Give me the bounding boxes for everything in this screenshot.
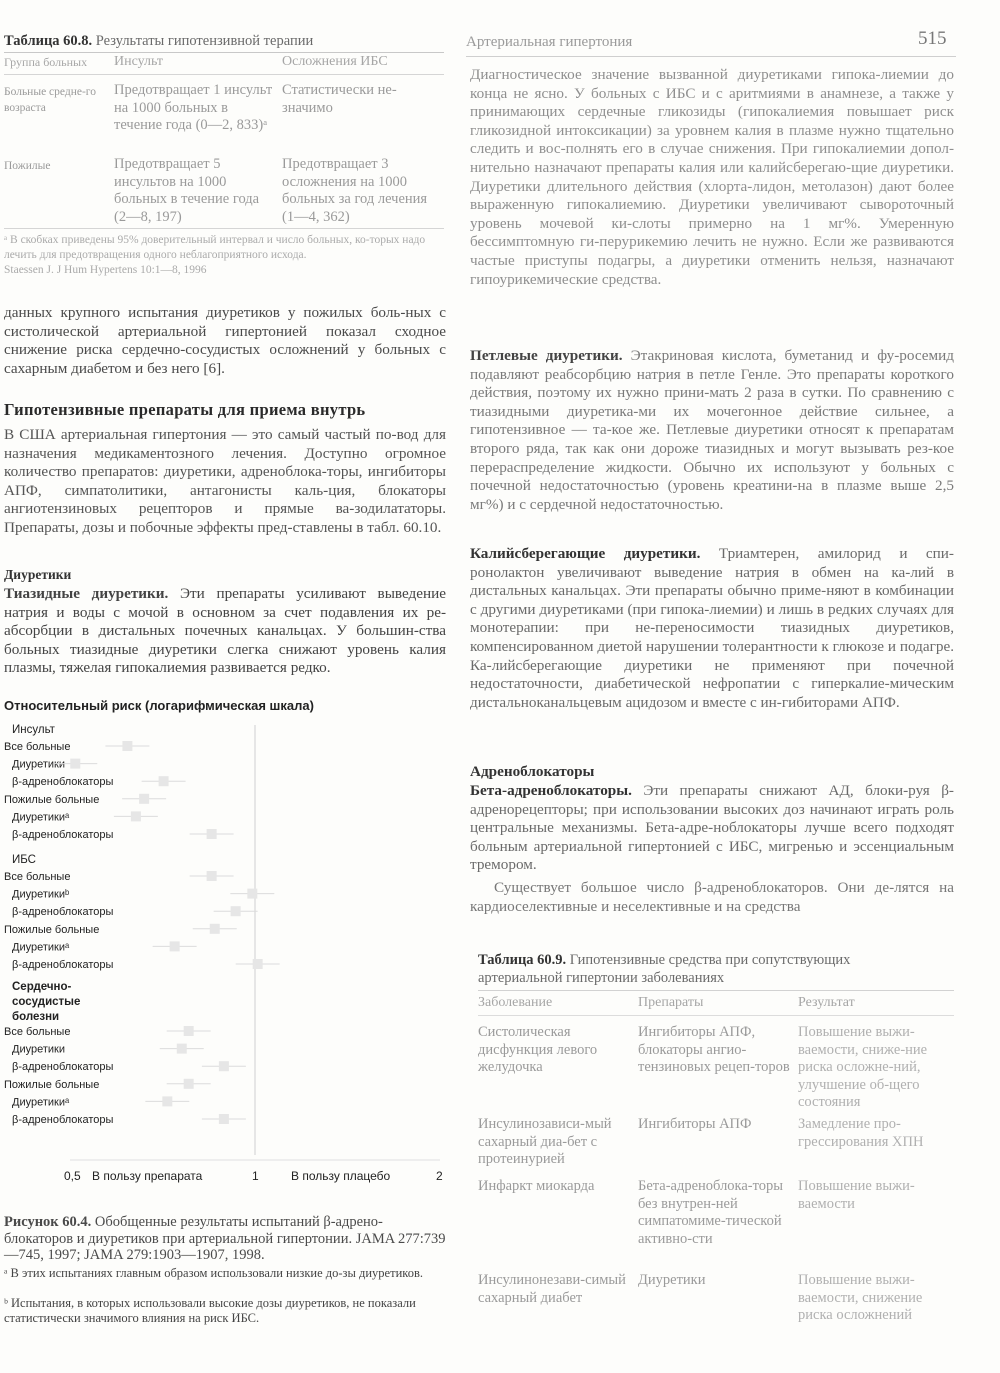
- chart-row-label: β-адреноблокаторы: [12, 1114, 114, 1126]
- table-rule: [478, 1015, 954, 1016]
- effect-point: [139, 794, 149, 804]
- table-60-9-row2-result: Замедление про-грессирования ХПН: [798, 1116, 924, 1150]
- effect-point: [184, 1026, 194, 1036]
- effect-point: [219, 1061, 229, 1071]
- chart-row-label: Диуретикиᵃ: [12, 811, 70, 824]
- table-60-8-footnote: ᵃ В скобках приведены 95% доверительный интервал и число больных, ко-торых надо лечить для предотвращения одного неблагоприятного исхода.: [4, 234, 426, 261]
- chart-row-label: Все больные: [4, 1026, 71, 1038]
- table-60-9-row3-drugs: Бета-адреноблока-торы без внутрен-ней симпатомиме-тической активно-сти: [638, 1178, 784, 1247]
- table-60-9-row4-result: Повышение выжи-ваемости, снижение риска осложнений: [798, 1272, 923, 1323]
- table-60-8-row1-group: Больные средне-го возраста: [4, 86, 96, 114]
- x-tick-label: 1: [252, 1169, 259, 1183]
- x-annotation-favors-placebo: В пользу плацебо: [291, 1169, 391, 1183]
- chart-row-label: Пожилые больные: [4, 793, 100, 806]
- chart-title: Относительный риск (логарифмическая шкала): [4, 698, 314, 713]
- effect-point: [210, 924, 220, 934]
- left-paragraph-thiazide: Тиазидные диуретики. Эти препараты усиливают выведение натрия и воды с мочой в основном за счет подавления их ре-абсорбции в дистальных почечных канальцах. У большин-ства больных тиазидные диуретики слегка снижают уровень калия плазмы, тяжелая гипокалиемия развивается редко.: [4, 585, 446, 677]
- chart-row-label: β-адреноблокаторы: [12, 959, 114, 971]
- table-rule: [4, 74, 444, 75]
- table-60-9-header-disease: Заболевание: [478, 995, 553, 1010]
- table-60-8-row1-stroke: Предотвращает 1 инсульт на 1000 больных в течение года (0—2, 833)ᵃ: [114, 82, 273, 133]
- chart-row-label: Диуретики: [12, 1043, 65, 1056]
- table-rule: [4, 52, 444, 53]
- chart-row-label: Пожилые больные: [4, 923, 100, 936]
- table-60-9-row3-result: Повышение выжи-ваемости: [798, 1178, 915, 1212]
- x-annotation-favors-drug: В пользу препарата: [92, 1169, 203, 1183]
- table-60-8-header-group: Группа больных: [4, 55, 88, 69]
- table-rule: [478, 990, 954, 991]
- chart-row-label: β-адреноблокаторы: [12, 1061, 114, 1074]
- figure-footnote-a: ᵃ В этих испытаниях главным образом использовали низкие до-зы диуретиков.: [4, 1266, 423, 1280]
- table-60-9-header-drugs: Препараты: [638, 995, 704, 1010]
- effect-point: [184, 1079, 194, 1089]
- table-60-8-row2-group: Пожилые: [4, 160, 51, 172]
- effect-point: [231, 906, 241, 916]
- chart-row-label: Все больные: [4, 741, 71, 753]
- forest-plot: [0, 715, 452, 1205]
- left-paragraph-2: В США артериальная гипертония — это самый частый по-вод для назначения медикаментозного лечения. Доступно огромное количество препаратов: диуретики, адреноблока-торы, ингибиторы АПФ, симпатолитики, антагонисты каль-ция, блокаторы ангиотензиновых рецепторов и прямые ва-зодилататоры. Препараты, дозы и побочные эффекты пред-ставлены в табл. 60.10.: [4, 426, 446, 536]
- table-60-9-row1-disease: Систолическая дисфункция левого желудочка: [478, 1024, 598, 1075]
- table-60-9-row1-drugs: Ингибиторы АПФ, блокаторы ангио-тензиновых рецеп-торов: [638, 1024, 790, 1075]
- table-60-8-title: Таблица 60.8. Результаты гипотензивной терапии: [4, 33, 314, 49]
- figure-caption: Рисунок 60.4. Обобщенные результаты испытаний β-адрено-блокаторов и диуретиков при артериальной гипертонии. JAMA 277:739—745, 1997; JAMA 279:1903—1907, 1998.: [4, 1214, 446, 1263]
- effect-point: [122, 741, 132, 751]
- effect-point: [131, 811, 141, 821]
- page-number: 515: [918, 28, 947, 49]
- effect-point: [70, 759, 80, 769]
- left-paragraph-1: данных крупного испытания диуретиков у пожилых боль-ных с систолической артериальной гипертонией показал сходное снижение риска сердечно-сосудистых осложнений у больных с сахарным диабетом и без него [6].: [4, 304, 446, 377]
- right-paragraph-ksparing: Калийсберегающие диуретики. Триамтерен, амилорид и спи-ронолактон увеличивают выведение натрия в обмен на ка-лий в дистальных канальцах. Эти препараты обычно приме-няют в комбинации с другими диуретиками (при гипока-лиемии) и лишь в редких случаях для монотерапии: при не-переносимости тиазидных диуретиков, компенсированном диетой нарушении толерантности к глюкозе и подагре. Ка-лийсберегающие диуретики не применяют при почечной недостаточности, диабетической нефропатии с гиперкалие-мическим дистальноканальцевым ацидозом и вместе с ин-гибиторами АПФ.: [470, 545, 954, 711]
- table-60-9-row4-disease: Инсулинонезави-симый сахарный диабет: [478, 1272, 626, 1306]
- table-60-9-header-result: Результат: [798, 995, 855, 1010]
- chart-row-label: Диуретики: [12, 758, 65, 771]
- table-60-8-header-stroke: Инсульт: [114, 54, 163, 69]
- table-60-8-source: Staessen J. J Hum Hypertens 10:1—8, 1996: [4, 264, 207, 276]
- right-paragraph-1: Диагностическое значение вызванной диуретиками гипока-лиемии до конца не ясно. У больных с ИБС и с аритмиями в анамнезе, а также у принимающих сердечные гликозиды (гипокалиемия повышает риск гликозидной интоксикации) за уровнем калия в плазме нужно тщательно следить и вос-полнять его в случае снижения. При гипокалиемии допол-нительно назначают препараты калия или калийсберегаю-щие диуретики. Диуретики длительного действия (хлорта-лидон, метолазон) дают более выраженную гипокалиемию. Диуретики увеличивают сывороточный уровень мочевой ки-слоты примерно на 1 мг%. Умеренную бессимптомную ги-перурикемию лечить не нужно. Если же развиваются частые приступы подагры, а диуретики отменить нельзя, назначают гипоурикемические средства.: [470, 66, 954, 288]
- effect-point: [159, 776, 169, 786]
- effect-point: [219, 1114, 229, 1124]
- table-60-8-row2-ihd: Предотвращает 3 осложнения на 1000 больных за год лечения (1—4, 362): [282, 156, 428, 225]
- right-paragraph-last: Существует большое число β-адреноблокаторов. Они де-лятся на кардиоселективные и неселективные и на средства: [470, 879, 954, 915]
- effect-point: [170, 941, 180, 951]
- chart-row-label: Диуретикиᵇ: [12, 888, 70, 901]
- chart-row-label: Все больные: [4, 871, 71, 883]
- subhead-diuretics: Диуретики: [4, 567, 72, 582]
- subhead-adrenoblockers: Адреноблокаторы: [470, 763, 595, 780]
- table-rule: [4, 228, 444, 229]
- chart-group-label: ИБС: [12, 854, 36, 866]
- chart-row-label: Пожилые больные: [4, 1078, 100, 1091]
- table-60-8-row2-stroke: Предотвращает 5 инсультов на 1000 больных в течение года (2—8, 197): [114, 156, 260, 225]
- chart-group-label: Сердечно-сосудистые болезни: [12, 981, 81, 1023]
- effect-point: [207, 871, 217, 881]
- running-head: Артериальная гипертония: [466, 34, 633, 50]
- chart-row-label: β-адреноблокаторы: [12, 829, 114, 841]
- section-title: Гипотензивные препараты для приема внутрь: [4, 400, 366, 419]
- chart-row-label: β-адреноблокаторы: [12, 776, 114, 789]
- effect-point: [162, 1096, 172, 1106]
- right-paragraph-loop: Петлевые диуретики. Этакриновая кислота, буметанид и фу-росемид подавляют реабсорбцию натрия в петле Генле. Это препараты короткого действия, поэтому их нужно прини-мать 2 раза в сутки. По сравнению с тиазидными диуретика-ми их мочегонное действие сильнее, а гипотензивное — та-кое же. Петлевые диуретики относят к препаратам второго ряда, так как они дороже тиазидных и могут вызывать рез-кое перераспределение жидкости. Обычно их используют у больных с почечной недостаточностью (уровень креатини-на в плазме выше 2,5 мг%) и с сердечной недостаточностью.: [470, 347, 955, 513]
- table-60-9-title: Таблица 60.9. Гипотензивные средства при сопутствующих артериальной гипертонии заболеваниях: [478, 952, 851, 986]
- chart-row-label: Диуретикиᵃ: [12, 941, 70, 954]
- table-60-8-header-ihd: Осложнения ИБС: [282, 54, 388, 69]
- table-60-8-row1-ihd: Статистически не-значимо: [282, 82, 397, 116]
- chart-row-label: β-адреноблокаторы: [12, 906, 114, 919]
- effect-point: [177, 1044, 187, 1054]
- table-60-9-row2-disease: Инсулинозависи-мый сахарный диа-бет с протеинурией: [478, 1116, 612, 1167]
- x-tick-label: 2: [436, 1169, 443, 1183]
- effect-point: [207, 829, 217, 839]
- table-60-9-row3-disease: Инфаркт миокарда: [478, 1178, 595, 1194]
- header-rule: [466, 56, 956, 57]
- table-60-9-row2-drugs: Ингибиторы АПФ: [638, 1116, 752, 1132]
- x-tick-label: 0,5: [64, 1169, 81, 1183]
- table-60-9-row1-result: Повышение выжи-ваемости, сниже-ние риска осложне-ний, улучшение об-щего состояния: [798, 1024, 928, 1110]
- effect-point: [247, 889, 257, 899]
- figure-footnote-b: ᵇ Испытания, в которых использовали высокие дозы диуретиков, не показали статистически значимого влияния на риск ИБС.: [4, 1296, 416, 1325]
- table-60-9-row4-drugs: Диуретики: [638, 1272, 706, 1288]
- chart-row-label: Диуретикиᵃ: [12, 1096, 70, 1109]
- effect-point: [253, 959, 263, 969]
- chart-group-label: Инсульт: [12, 724, 55, 736]
- right-paragraph-beta: Бета-адреноблокаторы. Эти препараты снижают АД, блоки-руя β-адренорецепторы; при использовании высоких доз начинают играть роль центральные механизмы. Бета-адре-ноблокаторы лучше всего подходят больным артериальной гипертонией с ИБС, мигренью и эссенциальным тремором.: [470, 782, 954, 874]
